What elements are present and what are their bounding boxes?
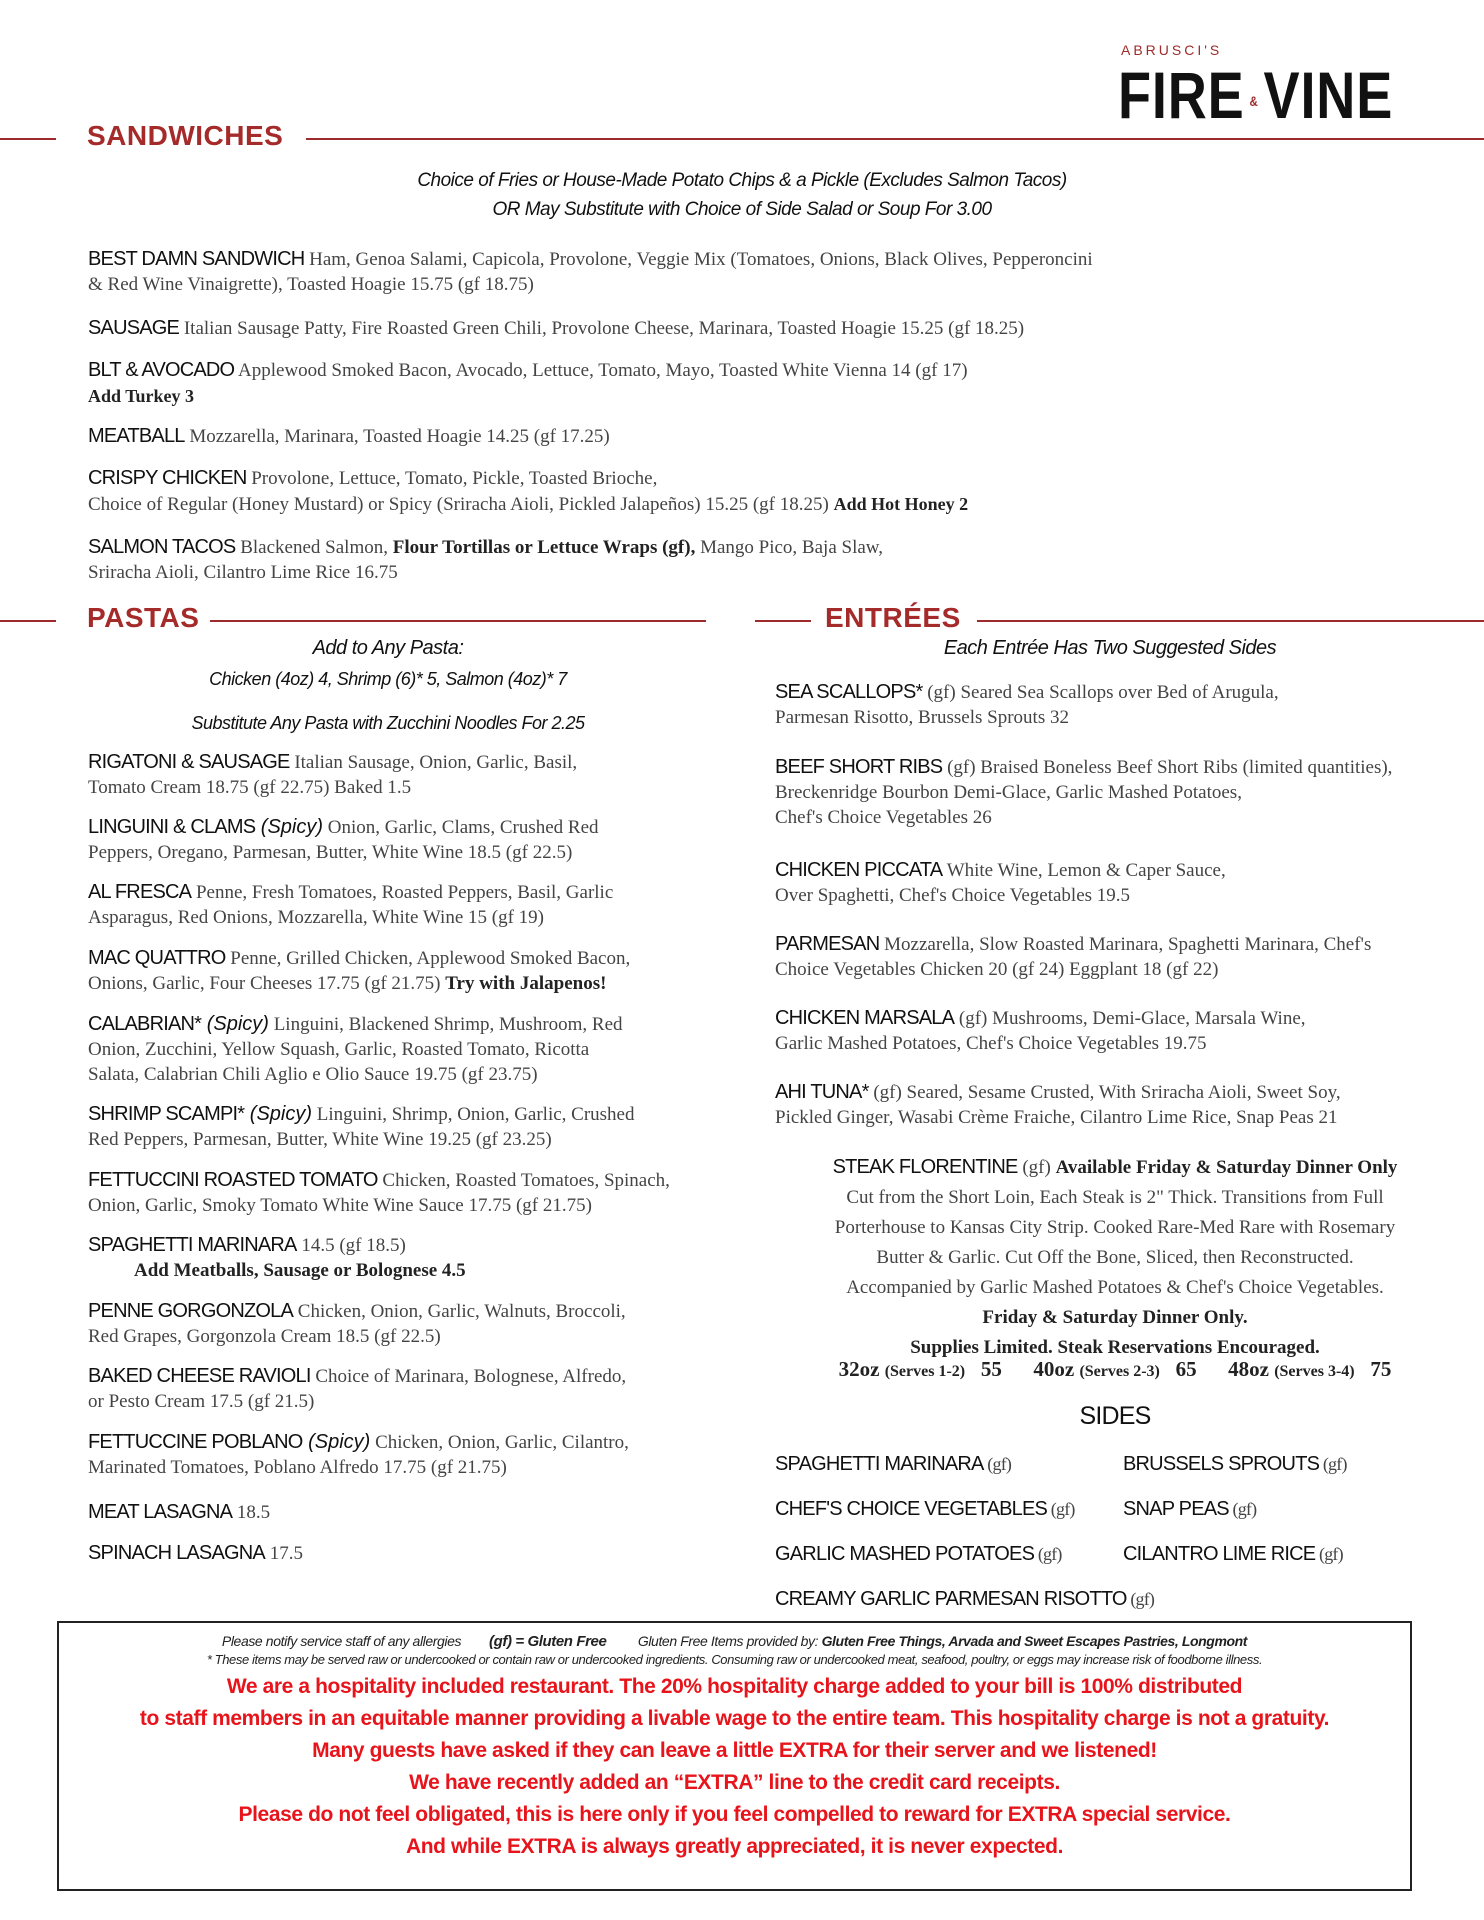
menu-item [775, 858, 1475, 909]
item-desc: Onions, Garlic, Four Cheeses 17.75 (gf 21.75) [88, 973, 446, 994]
item-desc: Breckenridge Bourbon Demi-Glace, Garlic Mashed Potatoes, [775, 782, 1242, 803]
item-desc: Porterhouse to Kansas City Strip. Cooked Rare-Med Rare with Rosemary [834, 1217, 1396, 1238]
size-serves: (Serves 2-3) [1079, 1363, 1160, 1380]
steak-size [839, 1357, 1002, 1381]
section-heading-entrees: ENTRÉES [825, 602, 961, 633]
item-desc: (gf) Seared, Sesame Crusted, With Sriracha Aioli, Sweet Soy, [868, 1082, 1341, 1103]
sandwich-note-2: OR May Substitute with Choice of Side Salad or Soup For 3.00 [492, 199, 992, 220]
spicy-tag: (Spicy) [255, 816, 324, 838]
section-heading-sides: SIDES [1079, 1402, 1151, 1430]
allergy-line [59, 1633, 1410, 1650]
gf-tag: (gf) [1126, 1589, 1155, 1609]
item-desc: Chicken, Roasted Tomatoes, Spinach, [377, 1170, 670, 1191]
menu-item [88, 880, 728, 931]
item-name: BEST DAMN SANDWICH [88, 248, 305, 270]
availability: Available Friday & Saturday Dinner Only [1055, 1157, 1398, 1178]
item-desc: 17.5 [264, 1543, 303, 1564]
side-item [1123, 1453, 1347, 1476]
item-desc: Italian Sausage Patty, Fire Roasted Green Chili, Provolone Cheese, Marinara, Toasted Hoagie 15.25 (gf 18.25) [179, 318, 1025, 339]
menu-item [88, 316, 1448, 342]
size-oz: 32oz [838, 1357, 880, 1381]
side-item [775, 1588, 1154, 1611]
size-price: 65 [1175, 1357, 1197, 1381]
menu-item [88, 1012, 728, 1088]
item-desc: Chicken, Onion, Garlic, Walnuts, Broccoli, [293, 1301, 626, 1322]
logo [1118, 60, 1393, 136]
item-name: CRISPY CHICKEN [88, 467, 247, 489]
item-desc: Ham, Genoa Salami, Capicola, Provolone, Veggie Mix (Tomatoes, Onions, Black Olives, Pepperoncini [304, 249, 1093, 270]
item-name: SHRIMP SCAMPI* [88, 1103, 245, 1125]
item-name: LINGUINI & CLAMS [88, 816, 256, 838]
item-desc: Mozzarella, Marinara, Toasted Hoagie 14.25 (gf 17.25) [184, 426, 610, 447]
logo-fire: FIRE [1118, 58, 1245, 132]
item-desc: Over Spaghetti, Chef's Choice Vegetables 19.5 [775, 885, 1131, 906]
size-price: 55 [980, 1357, 1002, 1381]
divider [306, 138, 1484, 140]
item-name: SEA SCALLOPS* [775, 681, 923, 703]
item-desc: 18.5 [232, 1502, 271, 1523]
item-name: AL FRESCA [88, 881, 192, 903]
steak-size [1033, 1357, 1196, 1381]
logo-ampersand: & [1249, 92, 1259, 109]
item-desc: 14.5 (gf 18.5) [296, 1235, 406, 1256]
item-name: STEAK FLORENTINE [832, 1156, 1018, 1178]
hospitality-line: Many guests have asked if they can leave a little EXTRA for their server and we listened! [312, 1739, 1157, 1762]
side-name: SNAP PEAS [1123, 1498, 1229, 1520]
item-desc: Linguini, Shrimp, Onion, Garlic, Crushed [312, 1104, 635, 1125]
side-name: CHEF'S CHOICE VEGETABLES [775, 1498, 1048, 1520]
size-serves: (Serves 1-2) [884, 1363, 966, 1380]
gf-tag: (gf) [1319, 1454, 1347, 1474]
item-desc: Chef's Choice Vegetables 26 [775, 807, 992, 828]
size-oz: 48oz [1228, 1357, 1269, 1381]
item-name: SPINACH LASAGNA [88, 1542, 265, 1564]
item-name: SALMON TACOS [88, 536, 236, 558]
logo-vine: VINE [1263, 58, 1394, 132]
gf-tag: (gf) [1047, 1499, 1075, 1519]
size-oz: 40oz [1033, 1357, 1075, 1381]
item-desc: (gf) Seared Sea Scallops over Bed of Arugula, [922, 682, 1279, 703]
gf-tag: (gf) [1315, 1544, 1343, 1564]
steak-size [1228, 1357, 1391, 1381]
item-desc: Applewood Smoked Bacon, Avocado, Lettuce, Tomato, Mayo, Toasted White Vienna 14 (gf 17) [234, 360, 968, 381]
item-desc: Butter & Garlic. Cut Off the Bone, Sliced, then Reconstructed. [876, 1247, 1354, 1268]
entree-note: Each Entrée Has Two Suggested Sides [943, 637, 1277, 659]
hospitality-line: We are a hospitality included restaurant. The 20% hospitality charge added to your bill is 100% distributed [226, 1675, 1243, 1698]
item-name: BAKED CHEESE RAVIOLI [88, 1365, 311, 1387]
item-desc: White Wine, Lemon & Caper Sauce, [942, 860, 1226, 881]
item-desc: Linguini, Blackened Shrimp, Mushroom, Red [268, 1014, 623, 1035]
pasta-note-2: Chicken (4oz) 4, Shrimp (6)* 5, Salmon (4oz)* 7 [209, 669, 567, 689]
hospitality-line: We have recently added an “EXTRA” line to the credit card receipts. [409, 1771, 1060, 1794]
item-name: PENNE GORGONZOLA [88, 1300, 294, 1322]
item-desc: Red Peppers, Parmesan, Butter, White Wine 19.25 (gf 23.25) [88, 1129, 552, 1150]
item-name: CHICKEN MARSALA [775, 1007, 955, 1029]
pasta-note-1: Add to Any Pasta: [312, 637, 464, 659]
size-price: 75 [1370, 1357, 1392, 1381]
menu-item [88, 750, 728, 801]
item-desc: Mozzarella, Slow Roasted Marinara, Spaghetti Marinara, Chef's [879, 934, 1372, 955]
item-desc: Tomato Cream 18.75 (gf 22.75) Baked 1.5 [88, 777, 412, 798]
item-name: FETTUCCINE POBLANO [88, 1431, 303, 1453]
side-name: BRUSSELS SPROUTS [1123, 1453, 1320, 1475]
side-name: GARLIC MASHED POTATOES [775, 1543, 1035, 1565]
side-item [775, 1498, 1075, 1521]
item-addon: Add Meatballs, Sausage or Bolognese 4.5 [134, 1260, 466, 1281]
item-name: AHI TUNA* [775, 1081, 869, 1103]
item-name: MAC QUATTRO [88, 947, 226, 969]
item-desc: Provolone, Lettuce, Tomato, Pickle, Toasted Brioche, [246, 468, 658, 489]
side-item [775, 1543, 1062, 1566]
item-desc: Red Grapes, Gorgonzola Cream 18.5 (gf 22.5) [88, 1326, 441, 1347]
menu-item [88, 815, 728, 866]
item-desc: Choice of Regular (Honey Mustard) or Spicy (Sriracha Aioli, Pickled Jalapeños) 15.25 (gf 18.25) [88, 494, 834, 515]
item-desc: Onion, Garlic, Smoky Tomato White Wine Sauce 17.75 (gf 21.75) [88, 1195, 592, 1216]
side-name: CREAMY GARLIC PARMESAN RISOTTO [775, 1588, 1127, 1610]
item-name: MEATBALL [88, 425, 185, 447]
item-desc: Italian Sausage, Onion, Garlic, Basil, [289, 752, 578, 773]
menu-item [88, 1364, 728, 1415]
item-name: FETTUCCINI ROASTED TOMATO [88, 1169, 378, 1191]
footer-notice-box [57, 1621, 1412, 1891]
item-name: MEAT LASAGNA [88, 1501, 233, 1523]
item-name: CALABRIAN* [88, 1013, 202, 1035]
hospitality-line: to staff members in an equitable manner providing a livable wage to the entire team. This hospitality charge is not a gratuity. [139, 1707, 1330, 1730]
item-desc: Onion, Garlic, Clams, Crushed Red [323, 817, 599, 838]
menu-item [88, 1168, 728, 1219]
spicy-tag: (Spicy) [244, 1103, 313, 1125]
item-desc: Pickled Ginger, Wasabi Crème Fraiche, Cilantro Lime Rice, Snap Peas 21 [775, 1107, 1338, 1128]
divider [0, 138, 56, 140]
item-addon: Try with Jalapenos! [445, 973, 607, 994]
item-name: CHICKEN PICCATA [775, 859, 943, 881]
item-desc: & Red Wine Vinaigrette), Toasted Hoagie 15.75 (gf 18.75) [88, 274, 534, 295]
menu-item [88, 946, 728, 997]
side-item [1123, 1543, 1343, 1566]
item-desc: Accompanied by Garlic Mashed Potatoes & Chef's Choice Vegetables. [846, 1277, 1384, 1298]
item-desc: Onion, Zucchini, Yellow Squash, Garlic, Roasted Tomato, Ricotta [88, 1039, 590, 1060]
gf-tag: (gf) [1228, 1499, 1257, 1519]
side-item [1123, 1498, 1256, 1521]
item-desc: Cut from the Short Loin, Each Steak is 2" Thick. Transitions from Full [846, 1187, 1384, 1208]
size-serves: (Serves 3-4) [1274, 1363, 1355, 1380]
menu-item [775, 1080, 1475, 1131]
steak-sizes [775, 1357, 1455, 1382]
gf-sources: Gluten Free Things, Arvada and Sweet Escapes Pastries, Longmont [821, 1633, 1248, 1649]
item-name: BLT & AVOCADO [88, 359, 235, 381]
menu-item [88, 358, 1448, 410]
menu-item [88, 535, 1448, 586]
item-desc: Mango Pico, Baja Slaw, [695, 537, 884, 558]
divider [977, 620, 1484, 622]
menu-item [775, 680, 1475, 731]
spicy-tag: (Spicy) [302, 1431, 371, 1453]
menu-item [775, 755, 1475, 831]
divider [755, 620, 811, 622]
item-desc: Garlic Mashed Potatoes, Chef's Choice Vegetables 19.75 [775, 1033, 1207, 1054]
side-item [775, 1453, 1011, 1476]
menu-item [88, 1541, 728, 1567]
logo-subtitle: ABRUSCI'S [1121, 42, 1223, 58]
item-desc: Blackened Salmon, [235, 537, 393, 558]
sandwich-note-1: Choice of Fries or House-Made Potato Chips & a Pickle (Excludes Salmon Tacos) [417, 170, 1067, 191]
item-desc: Chicken, Onion, Garlic, Cilantro, [370, 1432, 629, 1453]
menu-item [88, 247, 1448, 298]
menu-item [88, 1233, 728, 1284]
item-desc: (gf) Mushrooms, Demi-Glace, Marsala Wine, [954, 1008, 1306, 1029]
item-desc: or Pesto Cream 17.5 (gf 21.5) [88, 1391, 315, 1412]
divider [0, 620, 56, 622]
gf-tag: (gf) [983, 1454, 1012, 1474]
spicy-tag: (Spicy) [201, 1013, 269, 1035]
hospitality-line: Please do not feel obligated, this is here only if you feel compelled to reward for EXTRA special service. [238, 1803, 1231, 1826]
hospitality-line: And while EXTRA is always greatly appreciated, it is never expected. [405, 1835, 1064, 1858]
item-desc: Penne, Grilled Chicken, Applewood Smoked Bacon, [225, 948, 631, 969]
item-desc: Peppers, Oregano, Parmesan, Butter, White Wine 18.5 (gf 22.5) [88, 842, 573, 863]
item-desc: Marinated Tomatoes, Poblano Alfredo 17.75 (gf 21.75) [88, 1457, 507, 1478]
item-desc-bold: Flour Tortillas or Lettuce Wraps (gf), [392, 537, 696, 558]
menu-item [88, 424, 1448, 450]
gf-tag: (gf) [1034, 1544, 1062, 1564]
raw-warning: * These items may be served raw or undercooked or contain raw or undercooked ingredients. Consuming raw or undercooked meat, seafood, poultry, or eggs may increase risk of foodborne illness. [206, 1652, 1263, 1667]
pasta-note-3: Substitute Any Pasta with Zucchini Noodles For 2.25 [191, 713, 585, 733]
item-desc: Parmesan Risotto, Brussels Sprouts 32 [775, 707, 1069, 728]
menu-item [88, 1430, 728, 1481]
side-name: CILANTRO LIME RICE [1123, 1543, 1316, 1565]
item-name: SPAGHETTI MARINARA [88, 1234, 297, 1256]
item-desc: Penne, Fresh Tomatoes, Roasted Peppers, Basil, Garlic [191, 882, 614, 903]
item-name: BEEF SHORT RIBS [775, 756, 943, 778]
gf-provided: Gluten Free Items provided by: [637, 1633, 819, 1649]
section-heading-sandwiches: SANDWICHES [87, 120, 284, 151]
item-name: SAUSAGE [88, 317, 180, 339]
menu-item [88, 1102, 728, 1153]
item-desc: Salata, Calabrian Chili Aglio e Olio Sauce 19.75 (gf 23.75) [88, 1064, 538, 1085]
gf-key: (gf) = Gluten Free [489, 1633, 607, 1650]
section-heading-pastas: PASTAS [87, 602, 200, 633]
item-desc: Sriracha Aioli, Cilantro Lime Rice 16.75 [88, 562, 398, 583]
side-name: SPAGHETTI MARINARA [775, 1453, 984, 1475]
item-desc: Choice Vegetables Chicken 20 (gf 24) Eggplant 18 (gf 22) [775, 959, 1219, 980]
gf-tag: (gf) [1017, 1157, 1056, 1178]
item-addon: Add Turkey 3 [88, 386, 195, 406]
menu-item [775, 1006, 1475, 1057]
item-desc: (gf) Braised Boneless Beef Short Ribs (limited quantities), [942, 757, 1393, 778]
menu-item [775, 932, 1475, 983]
divider [210, 620, 706, 622]
item-name: RIGATONI & SAUSAGE [88, 751, 290, 773]
steak-notice: Supplies Limited. Steak Reservations Encouraged. [910, 1337, 1320, 1358]
item-desc: Asparagus, Red Onions, Mozzarella, White Wine 15 (gf 19) [88, 907, 544, 928]
steak-florentine [775, 1153, 1455, 1363]
menu-item [88, 1500, 728, 1526]
item-desc: Choice of Marinara, Bolognese, Alfredo, [310, 1366, 627, 1387]
allergy-note: Please notify service staff of any allergies [221, 1633, 462, 1649]
item-name: PARMESAN [775, 933, 880, 955]
menu-item [88, 1299, 728, 1350]
menu-item [88, 466, 1448, 518]
item-addon: Add Hot Honey 2 [833, 494, 969, 514]
steak-notice: Friday & Saturday Dinner Only. [982, 1307, 1248, 1328]
